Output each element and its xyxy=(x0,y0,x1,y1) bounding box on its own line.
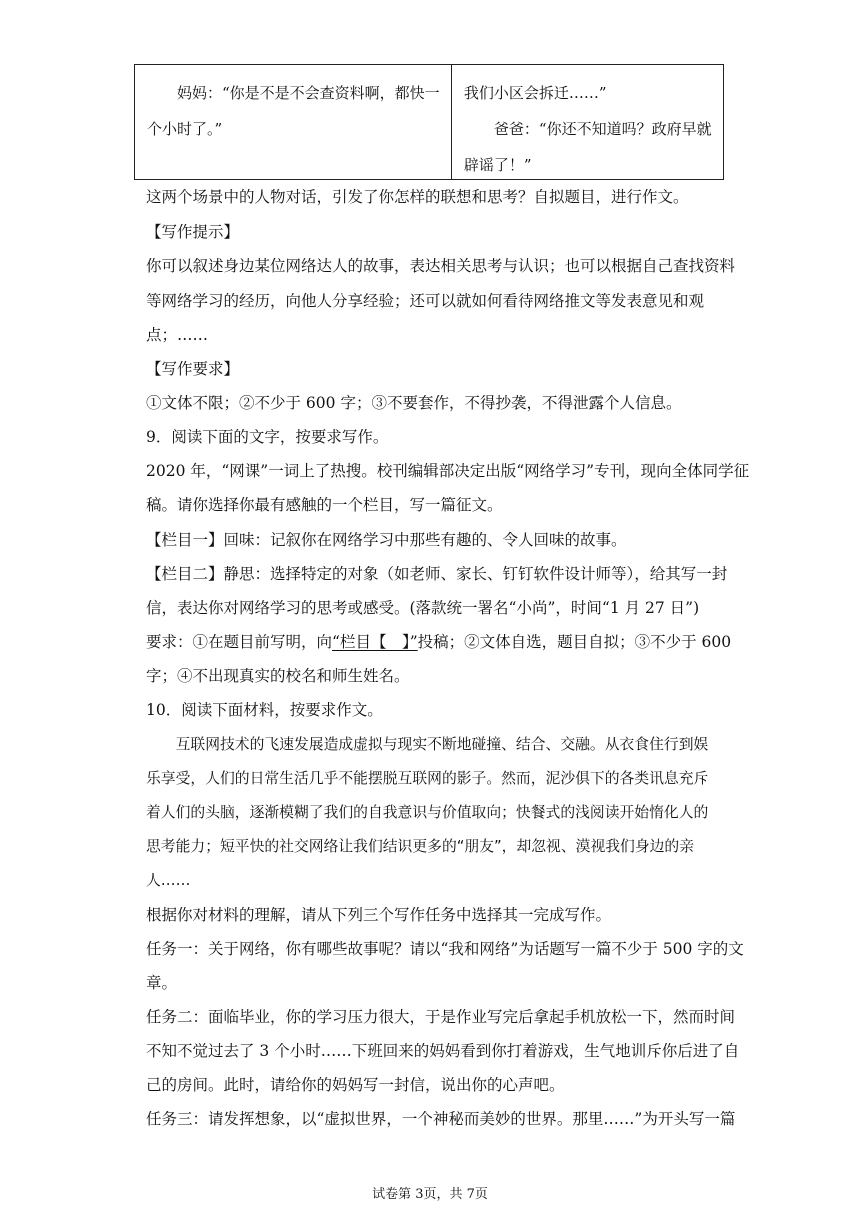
text-line: 2020 年，“网课”一词上了热搜。校刊编辑部决定出版“网络学习”专刊，现向全体同学征 xyxy=(146,462,750,480)
material-line: 思考能力；短平快的社交网络让我们结识更多的“朋友”，却忽视、漠视我们身边的亲 xyxy=(146,838,695,855)
table-text: 辟谣了！” xyxy=(463,156,532,174)
dialogue-table xyxy=(134,64,724,180)
table-text: 妈妈：“你是不是不会查资料啊，都快一 xyxy=(177,84,440,102)
text-line: 【栏目二】静思：选择特定的对象（如老师、家长、钉钉软件设计师等），给其写一封 xyxy=(146,565,728,583)
table-cell-left xyxy=(135,65,452,179)
question-title: 9．阅读下面的文字，按要求写作。 xyxy=(146,428,389,446)
task-line: 己的房间。此时，请给你的妈妈写一封信，说出你的心声吧。 xyxy=(146,1076,565,1094)
material-line: 人…… xyxy=(146,872,191,889)
column-blank: “栏目【 】” xyxy=(332,633,418,651)
text-line: 稿。请你选择你最有感触的一个栏目，写一篇征文。 xyxy=(146,496,503,514)
text-line: 信，表达你对网络学习的思考或感受。(落款统一署名“小尚”，时间“1 月 27 日”) xyxy=(146,599,700,617)
task-line: 任务三：请发挥想象，以“虚拟世界，一个神秘而美妙的世界。那里……”为开头写一篇 xyxy=(146,1110,736,1128)
table-text: 个小时了。” xyxy=(147,120,223,138)
material-line: 互联网技术的飞速发展造成虚拟与现实不断地碰撞、结合、交融。从衣食住行到娱 xyxy=(146,736,709,753)
material-line: 乐享受，人们的日常生活几乎不能摆脱互联网的影子。然而，泥沙俱下的各类讯息充斥 xyxy=(146,770,709,787)
section-heading: 【写作提示】 xyxy=(146,223,240,241)
text-line: 根据你对材料的理解，请从下列三个写作任务中选择其一完成写作。 xyxy=(146,906,612,924)
task-line: 不知不觉过去了 3 个小时……下班回来的妈妈看到你打着游戏，生气地训斥你后进了自 xyxy=(146,1042,740,1060)
table-text: 爸爸：“你还不知道吗？政府早就 xyxy=(493,120,712,138)
text-line: 【栏目一】回味：记叙你在网络学习中那些有趣的、令人回味的故事。 xyxy=(146,531,627,549)
task-line: 任务一：关于网络，你有哪些故事呢？请以“我和网络”为话题写一篇不少于 500 字的文 xyxy=(146,940,744,958)
task-line: 任务二：面临毕业，你的学习压力很大，于是作业写完后拿起手机放松一下，然而时间 xyxy=(146,1008,736,1026)
material-line: 着人们的头脑，逐渐模糊了我们的自我意识与价值取向；快餐式的浅阅读开始惰化人的 xyxy=(146,804,709,821)
task-line: 章。 xyxy=(146,974,178,992)
table-text: 我们小区会拆迁……” xyxy=(463,84,607,102)
question-title: 10．阅读下面材料，按要求作文。 xyxy=(146,701,383,719)
requirement-line xyxy=(146,631,732,653)
requirement-text: 要求：①在题目前写明，向 xyxy=(146,633,333,651)
text-line: 字；④不出现真实的校名和师生姓名。 xyxy=(146,667,410,685)
page-footer: 试卷第 3页，共 7页 xyxy=(372,1187,488,1202)
table-cell-right xyxy=(452,65,723,179)
text-line: 这两个场景中的人物对话，引发了你怎样的联想和思考？自拟题目，进行作文。 xyxy=(146,188,689,206)
text-line: 等网络学习的经历，向他人分享经验；还可以就如何看待网络推文等发表意见和观 xyxy=(146,292,705,310)
text-line: ①文体不限；②不少于 600 字；③不要套作，不得抄袭，不得泄露个人信息。 xyxy=(146,394,682,412)
text-line: 点；…… xyxy=(146,326,209,344)
requirement-text: 投稿；②文体自选，题目自拟；③不少于 600 xyxy=(417,633,732,651)
section-heading: 【写作要求】 xyxy=(146,360,240,378)
text-line: 你可以叙述身边某位网络达人的故事，表达相关思考与认识；也可以根据自己查找资料 xyxy=(146,257,736,275)
